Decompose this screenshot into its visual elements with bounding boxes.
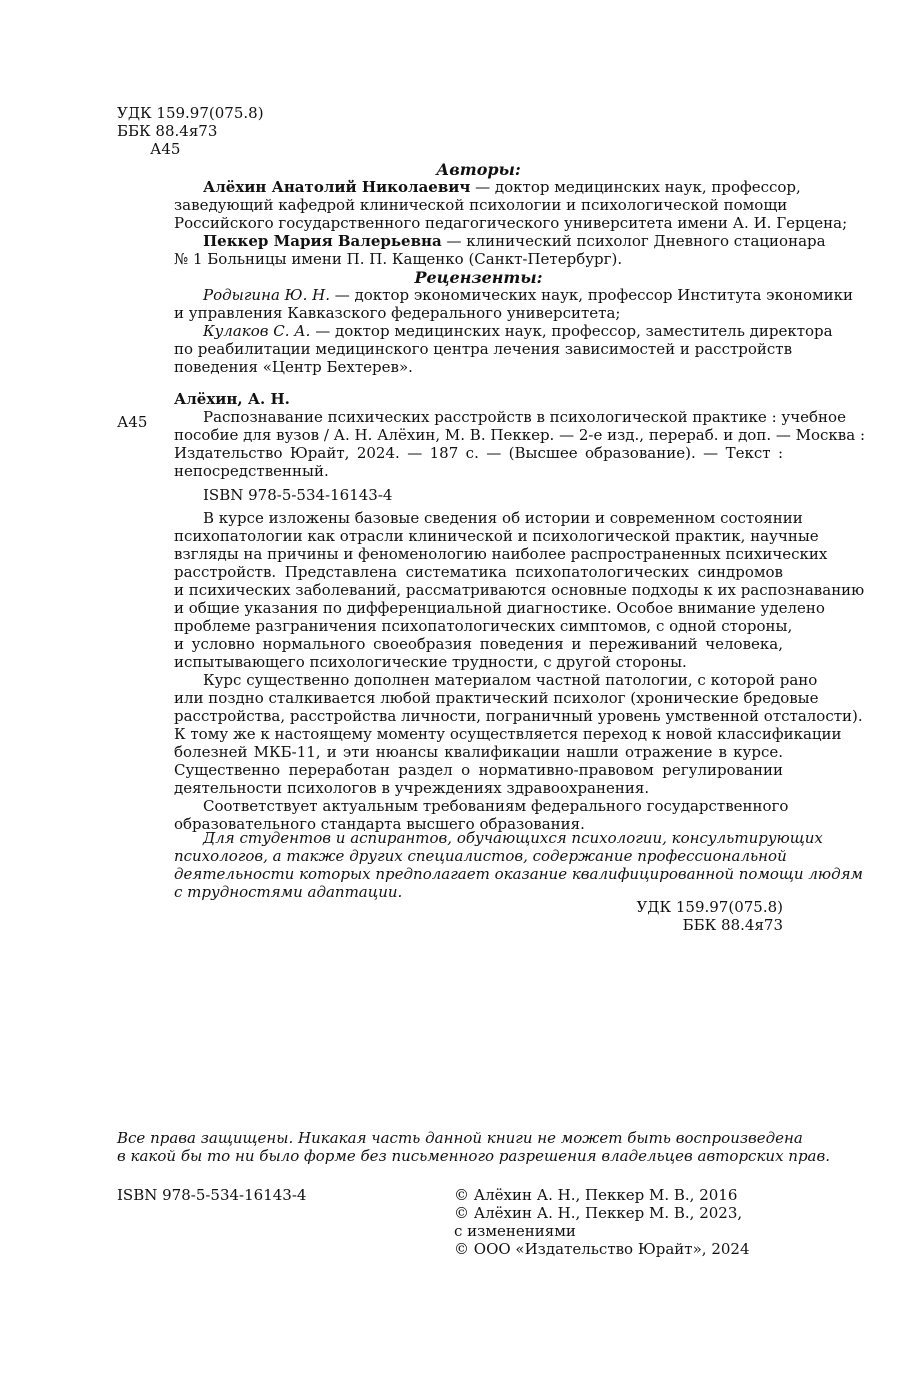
abstract-line: проблеме разграничения психопатологических симптомов, с одной стороны, bbox=[174, 617, 793, 635]
audience-line: психологов, а также других специалистов, содержание профессиональной bbox=[174, 847, 787, 865]
audience-line: деятельности которых предполагает оказание квалифицированной помощи людям bbox=[174, 865, 863, 883]
footer-copyright bbox=[454, 1186, 784, 1258]
abstract-line: Курс существенно дополнен материалом частной патологии, с которой рано bbox=[203, 671, 818, 689]
catalog-isbn: ISBN 978-5-534-16143-4 bbox=[203, 486, 393, 504]
abstract-udk: УДК 159.97(075.8) bbox=[636, 898, 783, 916]
header-udk: УДК 159.97(075.8) bbox=[117, 104, 264, 122]
abstract-line: К тому же к настоящему моменту осуществляется переход к новой классификации bbox=[174, 725, 842, 743]
catalog-mark: А45 bbox=[117, 413, 148, 431]
author1-line3: Российского государственного педагогического университета имени А. И. Герцена; bbox=[174, 214, 848, 232]
rights-line1: Все права защищены. Никакая часть данной книги не может быть воспроизведена bbox=[117, 1129, 803, 1147]
footer-isbn: ISBN 978-5-534-16143-4 bbox=[117, 1186, 307, 1204]
authors-section bbox=[174, 160, 854, 376]
reviewer1-line1: Родыгина Ю. Н. — доктор экономических наук, профессор Института экономики bbox=[203, 286, 854, 304]
abstract-line: испытывающего психологические трудности, с другой стороны. bbox=[174, 653, 687, 671]
abstract-line: образовательного стандарта высшего образования. bbox=[174, 815, 585, 833]
catalog-desc-line: непосредственный. bbox=[174, 462, 329, 480]
authors-title: Авторы: bbox=[436, 160, 521, 179]
author1-line1: Алёхин Анатолий Николаевич — доктор медицинских наук, профессор, bbox=[203, 178, 801, 196]
abstract-line: Существенно переработан раздел о нормативно-правовом регулировании bbox=[174, 761, 783, 779]
abstract-line: Соответствует актуальным требованиям федерального государственного bbox=[203, 797, 789, 815]
abstract-line: взгляды на причины и феноменологию наиболее распространенных психических bbox=[174, 545, 828, 563]
header-author-mark: А45 bbox=[150, 140, 181, 158]
catalog-description bbox=[174, 408, 866, 480]
catalog-heading: Алёхин, А. Н. bbox=[174, 390, 290, 408]
audience-line: Для студентов и аспирантов, обучающихся психологии, консультирующих bbox=[203, 829, 823, 847]
reviewer1-name: Родыгина Ю. Н. bbox=[203, 286, 330, 304]
abstract-line: или поздно сталкивается любой практический психолог (хронические бредовые bbox=[174, 689, 819, 707]
abstract-line: и психических заболеваний, рассматриваются основные подходы к их распознаванию bbox=[174, 581, 865, 599]
reviewer2-name: Кулаков С. А. bbox=[203, 322, 311, 340]
abstract-para2 bbox=[174, 671, 863, 797]
abstract-line: расстройства, расстройства личности, пограничный уровень умственной отсталости). bbox=[174, 707, 863, 725]
rights-notice bbox=[117, 1129, 830, 1165]
author2-line2: № 1 Больницы имени П. П. Кащенко (Санкт-Петербург). bbox=[174, 250, 623, 268]
abstract-line: и условно нормального своеобразия поведения и переживаний человека, bbox=[174, 635, 783, 653]
abstract-para1 bbox=[174, 509, 865, 671]
reviewers-title: Рецензенты: bbox=[414, 268, 543, 287]
catalog-desc-line: пособие для вузов / А. Н. Алёхин, М. В. Пеккер. — 2-е изд., перераб. и доп. — Москва : bbox=[174, 426, 866, 444]
reviewer2-line2: по реабилитации медицинского центра лечения зависимостей и расстройств bbox=[174, 340, 793, 358]
reviewer1-line2: и управления Кавказского федерального университета; bbox=[174, 304, 621, 322]
author2-line1: Пеккер Мария Валерьевна — клинический психолог Дневного стационара bbox=[203, 232, 826, 250]
abstract-line: болезней МКБ-11, и эти нюансы квалификации нашли отражение в курсе. bbox=[174, 743, 783, 761]
abstract-audience bbox=[174, 829, 863, 901]
header-bbk: ББК 88.4я73 bbox=[117, 122, 218, 140]
author2-name: Пеккер Мария Валерьевна bbox=[203, 232, 442, 250]
abstract-line: психопатологии как отрасли клинической и психологической практик, научные bbox=[174, 527, 819, 545]
reviewer2-line1: Кулаков С. А. — доктор медицинских наук, профессор, заместитель директора bbox=[203, 322, 833, 340]
abstract-line: и общие указания по дифференциальной диагностике. Особое внимание уделено bbox=[174, 599, 825, 617]
abstract-codes bbox=[174, 898, 783, 934]
author1-name: Алёхин Анатолий Николаевич bbox=[203, 178, 471, 196]
abstract-line: расстройств. Представлена систематика психопатологических синдромов bbox=[174, 563, 783, 581]
copyright-line: © Алёхин А. Н., Пеккер М. В., 2016 bbox=[454, 1186, 738, 1204]
abstract-line: деятельности психологов в учреждениях здравоохранения. bbox=[174, 779, 650, 797]
copyright-line: © ООО «Издательство Юрайт», 2024 bbox=[454, 1240, 750, 1258]
catalog-desc-line: Распознавание психических расстройств в психологической практике : учебное bbox=[203, 408, 846, 426]
audience-line: с трудностями адаптации. bbox=[174, 883, 403, 901]
rights-line2: в какой бы то ни было форме без письменного разрешения владельцев авторских прав. bbox=[117, 1147, 830, 1165]
abstract-para3 bbox=[174, 797, 789, 833]
reviewer2-line3: поведения «Центр Бехтерев». bbox=[174, 358, 413, 376]
copyright-line: с изменениями bbox=[454, 1222, 576, 1240]
catalog-desc-line: Издательство Юрайт, 2024. — 187 с. — (Высшее образование). — Текст : bbox=[174, 444, 783, 462]
abstract-line: В курсе изложены базовые сведения об истории и современном состоянии bbox=[203, 509, 803, 527]
copyright-line: © Алёхин А. Н., Пеккер М. В., 2023, bbox=[454, 1204, 743, 1222]
author1-line2: заведующий кафедрой клинической психологии и психологической помощи bbox=[174, 196, 788, 214]
abstract-bbk: ББК 88.4я73 bbox=[682, 916, 783, 934]
